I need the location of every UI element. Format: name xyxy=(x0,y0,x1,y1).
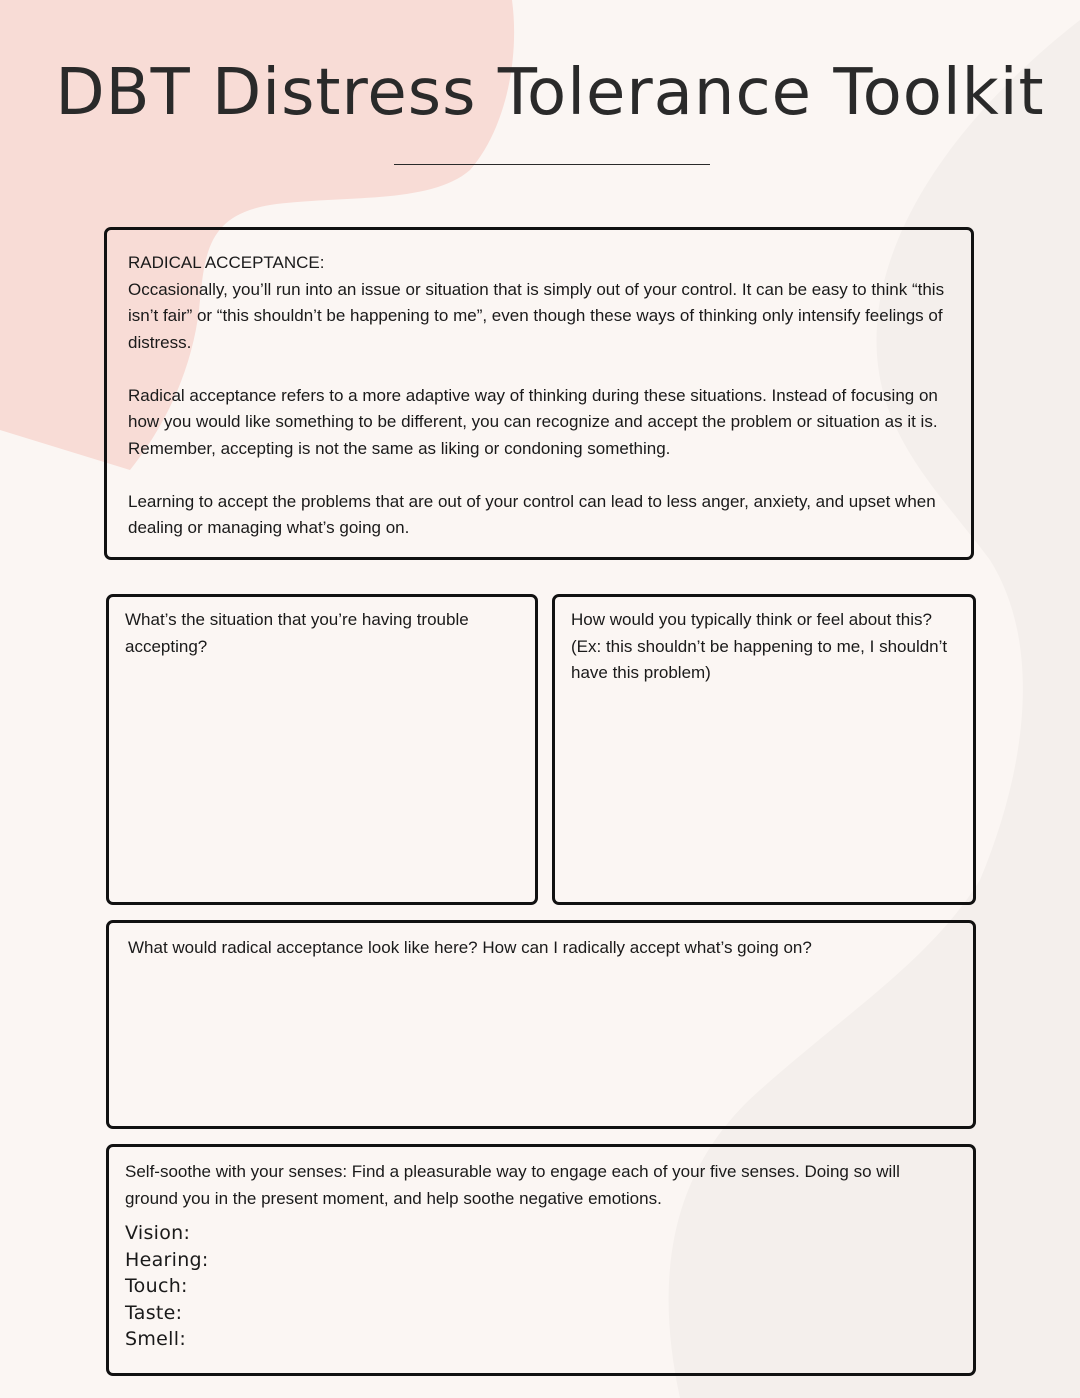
radical-acceptance-paragraph-1: Occasionally, you’ll run into an issue or situation that is simply out of your control. It can be easy to think “this isn’t fair” or “this shouldn’t be happening to me”, even though these ways of thinking only intensify feelings of distress. xyxy=(128,279,945,352)
title-underline xyxy=(394,164,710,165)
sense-touch-label: Touch: xyxy=(125,1275,188,1297)
radical-acceptance-paragraph-2: Radical acceptance refers to a more adaptive way of thinking during these situations. Instead of focusing on how you would like something to be different, you can recognize and accept the problem or situation as it is. Remember, accepting is not the same as liking or condoning something. xyxy=(128,385,938,458)
sense-vision-label: Vision: xyxy=(125,1222,191,1244)
radical-acceptance-paragraph-3: Learning to accept the problems that are out of your control can lead to less anger, anxiety, and upset when dealing or managing what’s going on. xyxy=(128,491,936,537)
situation-prompt: What’s the situation that you’re having trouble accepting? xyxy=(125,610,469,656)
radical-acceptance-prompt: What would radical acceptance look like here? How can I radically accept what’s going on? xyxy=(128,938,812,957)
sense-smell-label: Smell: xyxy=(125,1328,187,1350)
self-soothe-intro: Self-soothe with your senses: Find a pleasurable way to engage each of your five senses. Doing so will ground you in the present moment, and help soothe negative emotions. xyxy=(125,1162,900,1208)
radical-acceptance-heading: RADICAL ACCEPTANCE: xyxy=(128,253,325,272)
senses-list xyxy=(125,1220,955,1353)
self-soothe-box[interactable] xyxy=(106,1144,976,1376)
sense-taste-label: Taste: xyxy=(125,1301,183,1324)
page-title: DBT Distress Tolerance Toolkit xyxy=(55,56,1045,130)
sense-hearing-label: Hearing: xyxy=(125,1248,209,1271)
situation-answer-box[interactable] xyxy=(106,594,538,905)
typical-thinking-prompt: How would you typically think or feel about this? (Ex: this shouldn’t be happening to me, I shouldn’t have this problem) xyxy=(571,610,948,682)
radical-acceptance-box xyxy=(104,227,974,560)
radical-acceptance-answer-box[interactable] xyxy=(106,920,976,1129)
typical-thinking-answer-box[interactable] xyxy=(552,594,976,905)
